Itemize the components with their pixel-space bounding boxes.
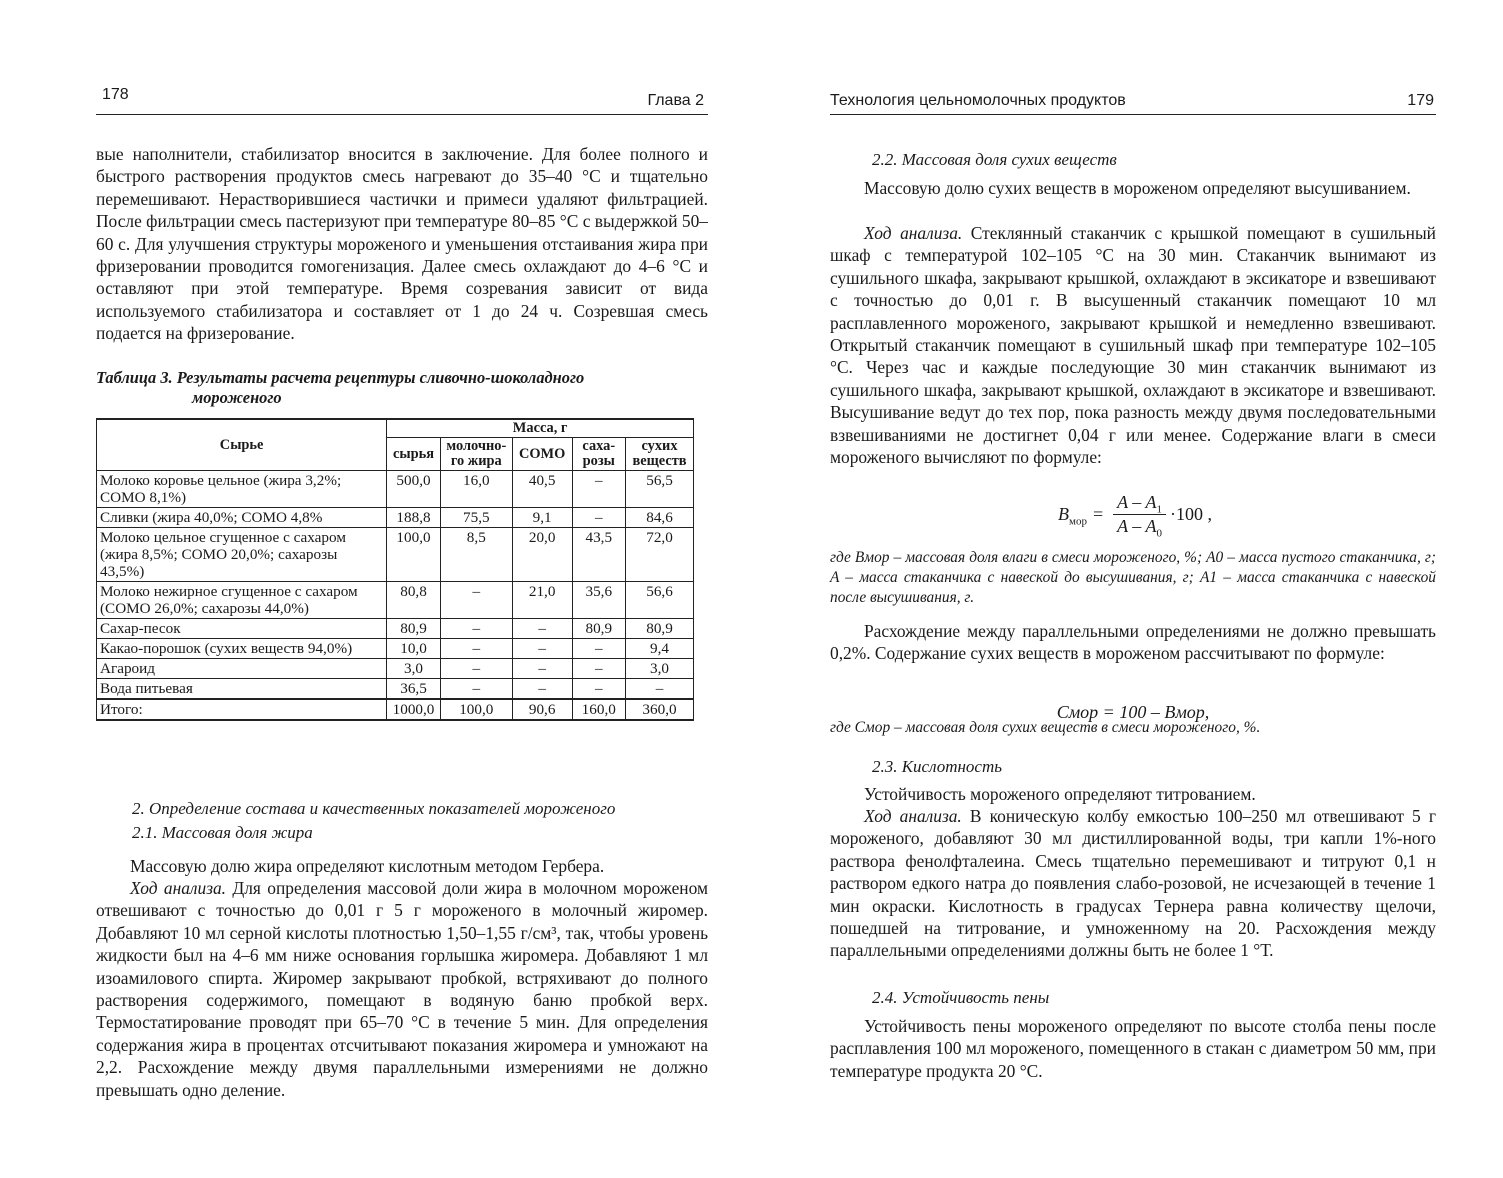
denominator-sub: 0: [1156, 527, 1162, 540]
cell: 80,9: [626, 619, 694, 639]
cell: 100,0: [440, 699, 512, 720]
fat-analysis-paragraph: [96, 877, 708, 1101]
formula-lhs-symbol: B: [1058, 504, 1069, 524]
cell: 100,0: [387, 528, 441, 582]
right-page-number: 179: [1407, 92, 1434, 109]
cell: –: [440, 679, 512, 700]
formula-2-note: где Смор – массовая доля сухих веществ в смеси мороженого, %.: [830, 719, 1261, 736]
cell: 80,9: [387, 619, 441, 639]
acid-analysis-paragraph: [830, 805, 1436, 962]
table-row: [97, 639, 694, 659]
cell: 56,6: [626, 582, 694, 619]
running-title: Технология цельномолочных продуктов: [830, 92, 1126, 109]
fat-analysis-text: Для определения массовой доли жира в молочном мороженом отвешивают с точностью до 0,01 г 5 г мороженого в молочный жиромер. Добавляют 10 мл серной кислоты плотностью 1,50–1,55 г/см³, так, чтобы уровень жидкости был на 4–6 мм ниже основания горлышка жиромера. Добавляют 1 мл изоамилового спирта. Жиромер закрывают пробкой, встряхивают до полного растворения содержимого, помещают в водяную баню пробкой верх. Термостатирование проводят при 65–70 °С в течение 5 мин. Для определения содержания жира в процентах отсчитывают показания жиромера и умножают на 2,2. Расхождение между двумя параллельными измерениями не должно превышать одно деление.: [96, 878, 708, 1100]
cell: 80,9: [572, 619, 626, 639]
formula-lhs-sub: мор: [1069, 515, 1087, 528]
cell: 16,0: [440, 471, 512, 508]
table-row: [97, 679, 694, 700]
fat-analysis-label: Ход анализа.: [130, 878, 227, 898]
cell: –: [572, 679, 626, 700]
subheader-sucrose: саха-розы: [572, 438, 626, 471]
total-label: Итого:: [97, 699, 387, 720]
right-running-head: [830, 84, 1436, 115]
formula-numerator: [1113, 492, 1166, 515]
section-2-4-heading: 2.4. Устойчивость пены: [872, 988, 1050, 1007]
row-name: Сахар-песок: [97, 619, 387, 639]
formula-denominator: [1113, 515, 1166, 540]
cell: 40,5: [512, 471, 572, 508]
cell: 21,0: [512, 582, 572, 619]
formula-tail: ·100 ,: [1169, 504, 1212, 524]
dry-matter-formula: Смор = 100 – Bмор,: [1056, 702, 1210, 722]
cell: –: [512, 679, 572, 700]
row-name: Молоко коровье цельное (жира 3,2%; СОМО 8,1%): [97, 471, 387, 508]
acid-paragraph-1: Устойчивость мороженого определяют титрованием.: [864, 784, 1256, 804]
cell: 188,8: [387, 508, 441, 528]
formula-lhs: [1058, 504, 1087, 528]
acid-analysis-label: Ход анализа.: [864, 806, 962, 826]
section-2-2-heading: 2.2. Массовая доля сухих веществ: [872, 150, 1117, 169]
cell: –: [572, 659, 626, 679]
chapter-title: Глава 2: [647, 92, 704, 109]
cell: 1000,0: [387, 699, 441, 720]
table-row: [97, 508, 694, 528]
table-caption-line2: мороженого: [192, 388, 282, 407]
cell: 90,6: [512, 699, 572, 720]
cell: 9,1: [512, 508, 572, 528]
table-row: [97, 471, 694, 508]
table-header-row: [97, 419, 694, 438]
subheader-raw: сырья: [387, 438, 441, 471]
cell: 10,0: [387, 639, 441, 659]
cell: –: [440, 582, 512, 619]
formula-fraction: [1113, 492, 1166, 540]
formula-1-note: где Bмор – массовая доля влаги в смеси мороженого, %; A0 – масса пустого стаканчика, г; A – масса стаканчика с навеской до высушивания, г; A1 – масса стаканчика с навеской после высушивания, г.: [830, 549, 1436, 606]
table-caption-line1: Таблица 3. Результаты расчета рецептуры сливочно-шоколадного: [96, 368, 585, 387]
cell: –: [512, 619, 572, 639]
table-row: [97, 582, 694, 619]
left-page-number: 178: [102, 86, 129, 103]
cell: 3,0: [387, 659, 441, 679]
row-name: Агароид: [97, 659, 387, 679]
cell: 72,0: [626, 528, 694, 582]
cell: 56,5: [626, 471, 694, 508]
row-name: Сливки (жира 40,0%; СОМО 4,8%: [97, 508, 387, 528]
section-2-heading: 2. Определение состава и качественных показателей мороженого: [132, 799, 616, 818]
recipe-table: [96, 418, 694, 721]
cell: 43,5: [572, 528, 626, 582]
dry-paragraph-2: Расхождение между параллельными определениями не должно превышать 0,2%. Содержание сухих веществ в мороженом рассчитывают по формуле:: [830, 621, 1436, 664]
row-name: Вода питьевая: [97, 679, 387, 700]
numerator-text: A – A: [1117, 492, 1157, 512]
dry-paragraph-1: Массовую долю сухих веществ в мороженом определяют высушиванием.: [864, 178, 1411, 198]
section-2-3-heading: 2.3. Кислотность: [872, 757, 1002, 776]
row-name: Молоко нежирное сгущенное с сахаром (СОМО 26,0%; сахарозы 44,0%): [97, 582, 387, 619]
intro-paragraph: вые наполнители, стабилизатор вносится в заключение. Для более полного и быстрого растворения продуктов смесь нагревают до 35–40 °С и тщательно перемешивают. Нерастворившиеся частички и примеси удаляют фильтрацией. После фильтрации смесь пастеризуют при температуре 80–85 °С с выдержкой 50–60 с. Для улучшения структуры мороженого и уменьшения отстаивания жира при фризеровании проводится гомогенизация. Далее смесь охлаждают до 4–6 °С и оставляют при этой температуре. Время созревания зависит от вида используемого стабилизатора и составляет от 1 до 24 ч. Созревшая смесь подается на фризерование.: [96, 144, 708, 344]
table-row: [97, 528, 694, 582]
left-page: [96, 0, 708, 1178]
row-name: Какао-порошок (сухих веществ 94,0%): [97, 639, 387, 659]
fat-method-paragraph: Массовую долю жира определяют кислотным методом Гербера.: [130, 856, 605, 876]
cell: –: [440, 619, 512, 639]
cell: 160,0: [572, 699, 626, 720]
cell: –: [512, 639, 572, 659]
cell: 360,0: [626, 699, 694, 720]
numerator-sub: 1: [1156, 503, 1162, 516]
header-raw-material: Сырье: [97, 419, 387, 471]
subheader-milk-fat: молочно-го жира: [440, 438, 512, 471]
cell: 75,5: [440, 508, 512, 528]
moisture-formula: [1058, 492, 1212, 540]
subheader-dry-matter: сухих веществ: [626, 438, 694, 471]
subheader-somo: СОМО: [512, 438, 572, 471]
cell: 3,0: [626, 659, 694, 679]
section-2-1-heading: 2.1. Массовая доля жира: [132, 823, 313, 842]
cell: 80,8: [387, 582, 441, 619]
table-total-row: [97, 699, 694, 720]
cell: –: [626, 679, 694, 700]
foam-paragraph: Устойчивость пены мороженого определяют по высоте столба пены после расплавления 100 мл мороженого, помещенного в стакан с диаметром 50 мм, при температуре продукта 20 °С.: [830, 1016, 1436, 1081]
dry-analysis-label: Ход анализа.: [864, 223, 963, 243]
cell: –: [440, 639, 512, 659]
cell: –: [572, 471, 626, 508]
cell: 84,6: [626, 508, 694, 528]
cell: –: [572, 508, 626, 528]
row-name: Молоко цельное сгущенное с сахаром (жира 8,5%; СОМО 20,0%; сахарозы 43,5%): [97, 528, 387, 582]
cell: 36,5: [387, 679, 441, 700]
left-running-head: [96, 84, 708, 115]
right-page: [830, 0, 1436, 1178]
header-mass: Масса, г: [387, 419, 694, 438]
cell: 35,6: [572, 582, 626, 619]
cell: –: [440, 659, 512, 679]
cell: 20,0: [512, 528, 572, 582]
cell: 500,0: [387, 471, 441, 508]
cell: –: [512, 659, 572, 679]
table-caption: [96, 368, 708, 408]
acid-analysis-text: В коническую колбу емкостью 100–250 мл отвешивают 5 г мороженого, добавляют 30 мл дистиллированной воды, три капли 1%-ного раствора фенолфталеина. Смесь тщательно перемешивают и титруют 0,1 н раствором едкого натра до появления слабо-розовой, не исчезающей в течение 1 мин окраски. Кислотность в градусах Тернера равна количеству щелочи, пошедшей на титрование, и умноженному на 20. Расхождения между параллельными определениями должны быть не более 1 °Т.: [830, 806, 1436, 961]
table-row: [97, 619, 694, 639]
table-row: [97, 659, 694, 679]
formula-equals: =: [1092, 504, 1104, 524]
cell: 8,5: [440, 528, 512, 582]
cell: –: [572, 639, 626, 659]
cell: 9,4: [626, 639, 694, 659]
denominator-text: A – A: [1117, 516, 1157, 536]
dry-analysis-text: Стеклянный стаканчик с крышкой помещают в сушильный шкаф с температурой 102–105 °С на 30 мин. Стаканчик вынимают из сушильного шкафа, закрывают крышкой, охлаждают в эксикаторе и взвешивают с точностью до 0,01 г. В высушенный стаканчик помещают 10 мл расплавленного мороженого, закрывают крышкой и немедленно взвешивают. Открытый стаканчик помещают в сушильный шкаф при температуре 102–105 °С. Через час и каждые последующие 30 мин стаканчик вынимают из сушильного шкафа, закрывают крышкой, охлаждают в эксикаторе и взвешивают. Высушивание ведут до тех пор, пока разность между двумя последовательными взвешиваниями не достигнет 0,04 г или менее. Содержание влаги в смеси мороженого вычисляют по формуле:: [830, 223, 1436, 468]
dry-analysis-paragraph: [830, 222, 1436, 468]
